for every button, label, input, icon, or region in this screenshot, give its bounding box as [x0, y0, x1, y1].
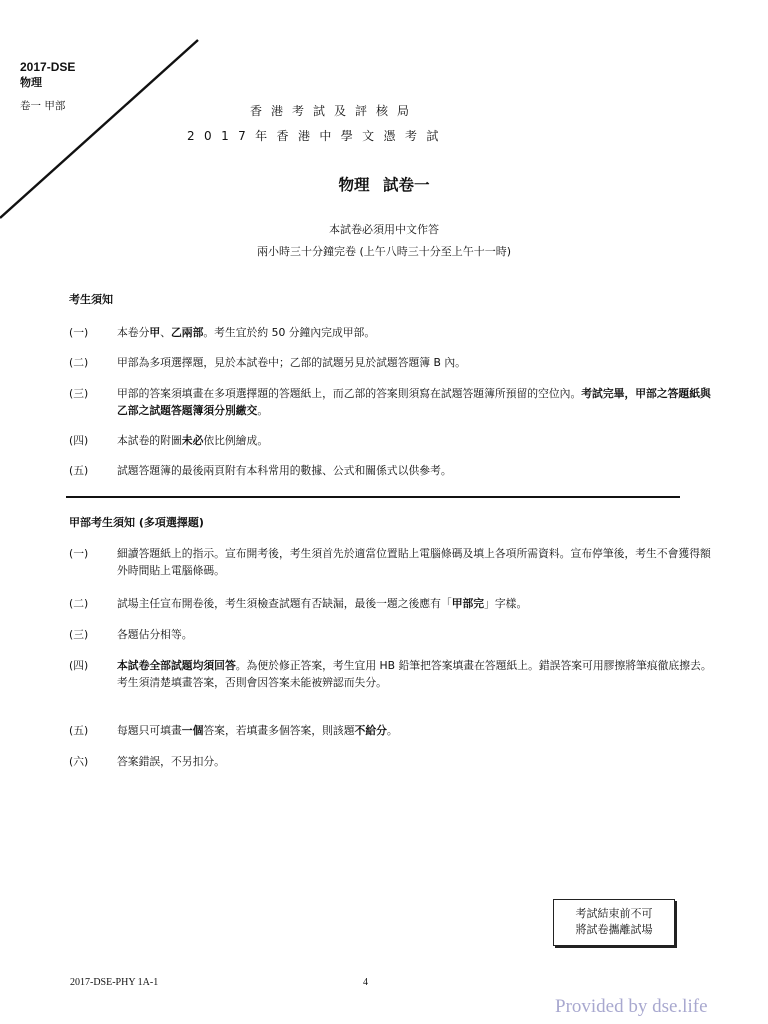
text-run: 」字樣。 [484, 597, 528, 610]
item-number: (二) [69, 597, 89, 610]
item-text [117, 657, 712, 691]
text-run: 答案，若填畫多個答案，則該題 [203, 724, 355, 737]
text-run-bold: 本試卷全部試題均須回答 [117, 659, 236, 672]
text-run-bold: 乙兩部 [170, 326, 204, 339]
item-number: (六) [69, 755, 89, 768]
text-run: 每題只可填畫 [117, 724, 182, 737]
text-run: 甲部的答案須填畫在多項選擇題的答題紙上，而乙部的答案則須寫在試題答題簿所預留的空位內。 [117, 387, 582, 400]
text-run: 。為便於修正答案，考生宜用 HB 鉛筆把答案填畫在答題紙上。錯誤答案可用膠擦將筆痕徹底擦去。考生須清楚填畫答案，否則會因答案未能被辨認而失分。 [117, 659, 712, 689]
item-text [117, 753, 712, 770]
corner-section: 卷一 甲部 [20, 100, 66, 112]
text-run-bold: 甲部完 [451, 597, 485, 610]
time-note: 兩小時三十分鐘完卷 (上午八時三十分至上午十一時) [256, 245, 512, 258]
text-run: 甲部為多項選擇題，見於本試卷中；乙部的試題另見於試題答題簿 B 內。 [117, 356, 466, 369]
item-number: (四) [69, 434, 89, 447]
corner-subject: 物理 [20, 76, 42, 89]
item-number: (五) [69, 464, 89, 477]
text-run-bold: 考試完畢，甲部之答題紙與乙部之試題答題簿須分別繳交 [117, 387, 711, 417]
item-text [117, 432, 712, 449]
text-run-bold: 不給分 [354, 724, 387, 737]
item-text [117, 324, 712, 341]
text-run: 細讀答題紙上的指示。宣布開考後，考生須首先於適當位置貼上電腦條碼及填上各項所需資料。宣布停筆後，考生不會獲得額外時間貼上電腦條碼。 [117, 547, 711, 577]
page-number: 4 [363, 977, 368, 988]
text-run: 本卷分 [117, 326, 150, 339]
item-number: (四) [69, 659, 89, 672]
item-number: (一) [69, 547, 89, 560]
item-text [117, 722, 712, 739]
paper-title: 物理 試卷一 [338, 176, 430, 194]
do-not-remove-notice [553, 899, 675, 946]
watermark-text: Provided by dse.life [555, 996, 708, 1017]
item-text [117, 626, 712, 643]
item-number: (三) [69, 387, 89, 400]
text-run: 答案錯誤，不另扣分。 [117, 755, 225, 768]
text-run: 。考生宜於約 50 分鐘內完成甲部。 [203, 326, 376, 339]
text-run: 試題答題簿的最後兩頁附有本科常用的數據、公式和關係式以供參考。 [117, 464, 452, 477]
item-text [117, 595, 712, 612]
notice-line-1: 考試結束前不可 [575, 907, 653, 920]
text-run: 。 [386, 724, 398, 737]
section-divider [66, 496, 680, 498]
text-run: 各題佔分相等。 [117, 628, 193, 641]
item-text [117, 385, 712, 419]
item-number: (五) [69, 724, 89, 737]
item-number: (一) [69, 326, 89, 339]
item-number: (三) [69, 628, 89, 641]
item-number: (二) [69, 356, 89, 369]
footer-paper-code: 2017-DSE-PHY 1A-1 [70, 977, 159, 988]
text-run-bold: 未必 [181, 434, 204, 447]
text-run-bold: 一個 [181, 724, 204, 737]
item-text [117, 354, 712, 371]
text-run: 依比例繪成。 [203, 434, 269, 447]
authority-name: 香港考試及評核局 [250, 104, 419, 118]
corner-paper-code: 2017-DSE [20, 60, 76, 74]
section-a-instructions-heading: 甲部考生須知 (多項選擇題) [69, 516, 204, 529]
item-text [117, 545, 712, 579]
text-run: 、 [160, 326, 171, 339]
text-run: 。 [257, 404, 269, 417]
item-text [117, 462, 712, 479]
text-run: 本試卷的附圖 [117, 434, 182, 447]
text-run-bold: 甲 [149, 326, 161, 339]
exam-name: 2017年香港中學文憑考試 [187, 129, 448, 143]
language-note: 本試卷必須用中文作答 [329, 223, 439, 236]
notice-line-2: 將試卷攜離試場 [575, 923, 653, 936]
text-run: 試場主任宣布開卷後，考生須檢查試題有否缺漏，最後一題之後應有「 [117, 597, 452, 610]
general-instructions-heading: 考生須知 [69, 293, 113, 306]
